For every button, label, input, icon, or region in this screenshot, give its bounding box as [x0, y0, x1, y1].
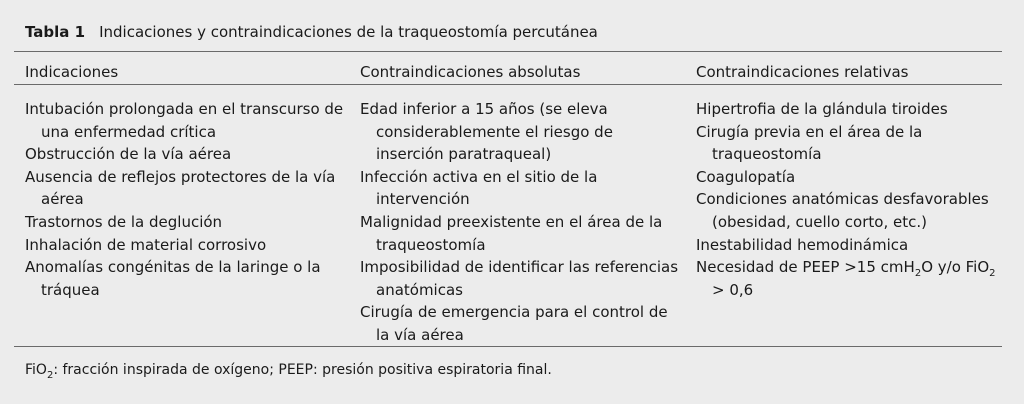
- subscript: 2: [46, 369, 54, 381]
- table-footnote: [25, 360, 552, 380]
- list-item: Coagulopatía: [696, 167, 796, 186]
- peep-text-start: Necesidad de PEEP >15 cmH: [696, 258, 915, 277]
- list-item: Cirugía de emergencia para el control de la vía aérea: [360, 303, 668, 344]
- column-contraindicaciones-relativas: [696, 98, 1006, 301]
- footnote-prefix: FiO: [25, 362, 47, 378]
- subscript: 2: [989, 268, 996, 280]
- peep-text-middle: O y/o FiO: [921, 258, 990, 277]
- table-title: Indicaciones y contraindicaciones de la traqueostomía percutánea: [99, 23, 598, 41]
- footnote-text: : fracción inspirada de oxígeno; PEEP: presión positiva espiratoria final.: [53, 362, 552, 378]
- table-number: Tabla 1: [25, 23, 86, 41]
- list-item: Anomalías congénitas de la laringe o la tráquea: [25, 258, 321, 299]
- list-item: Cirugía previa en el área de la traqueostomía: [696, 122, 923, 164]
- table-caption: [25, 22, 598, 42]
- top-rule: [14, 51, 1002, 52]
- list-item: Ausencia de reflejos protectores de la vía aérea: [25, 167, 336, 209]
- peep-list-item: [696, 256, 1006, 301]
- list-item: Inestabilidad hemodinámica: [696, 235, 909, 254]
- bottom-rule: [14, 346, 1002, 347]
- header-rule: [14, 84, 1002, 85]
- peep-text-end: > 0,6: [712, 280, 754, 299]
- list-item: Edad inferior a 15 años (se eleva considerablemente el riesgo de inserción paratraqueal): [360, 100, 613, 164]
- list-item: Hipertrofia de la glándula tiroides: [696, 100, 948, 118]
- list-item: Condiciones anatómicas desfavorables (obesidad, cuello corto, etc.): [696, 190, 989, 231]
- table-container: [14, 14, 1010, 398]
- list-item: Imposibilidad de identificar las referencias anatómicas: [360, 258, 679, 299]
- list-item: Infección activa en el sitio de la intervención: [360, 167, 598, 209]
- header-contraindicaciones-absolutas: Contraindicaciones absolutas: [360, 63, 581, 81]
- header-contraindicaciones-relativas: Contraindicaciones relativas: [696, 63, 909, 81]
- column-indicaciones: [25, 98, 345, 301]
- list-item: Malignidad preexistente en el área de la traqueostomía: [360, 212, 663, 254]
- list-item: Trastornos de la deglución: [25, 212, 223, 231]
- list-item: Intubación prolongada en el transcurso de una enfermedad crítica: [25, 100, 344, 141]
- subscript: 2: [914, 268, 922, 280]
- column-contraindicaciones-absolutas: [360, 98, 680, 347]
- list-item: Inhalación de material corrosivo: [25, 235, 267, 254]
- header-indicaciones: Indicaciones: [25, 63, 119, 81]
- list-item: Obstrucción de la vía aérea: [25, 145, 232, 164]
